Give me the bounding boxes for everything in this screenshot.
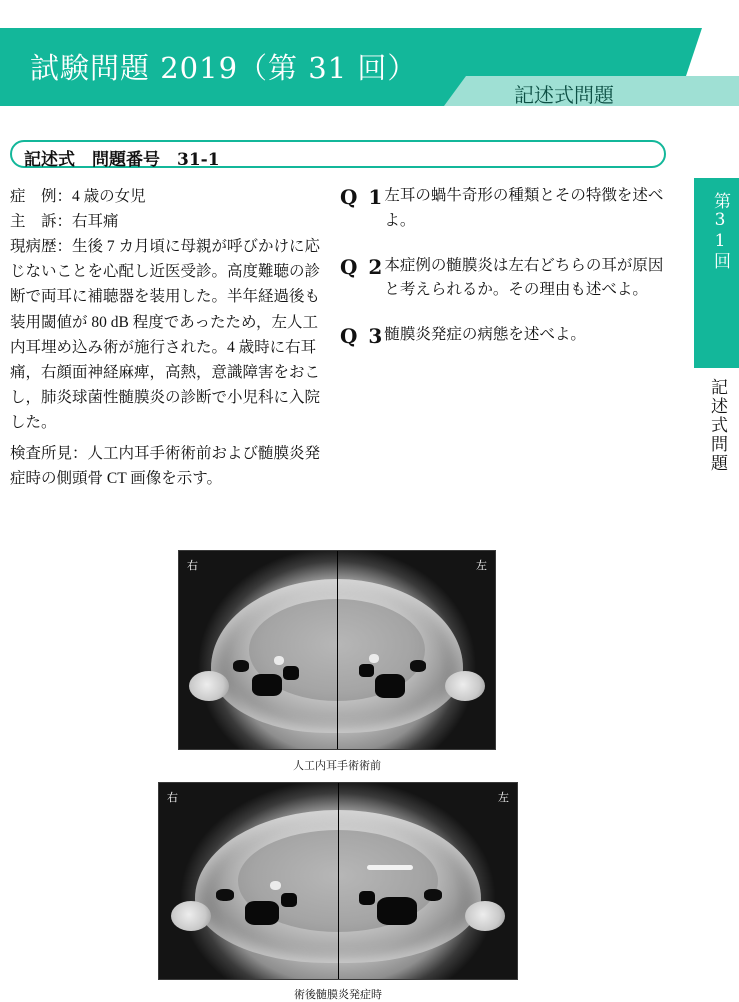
ct-cochlear-implant-electrode xyxy=(367,865,413,870)
ct-ear-canal-left xyxy=(424,889,442,901)
ct-mandible-right xyxy=(171,901,211,931)
question-number: Q 3 xyxy=(340,324,385,349)
ct-middle-ear-right xyxy=(281,893,297,907)
ct-ear-canal-right xyxy=(233,660,249,672)
figure-caption-postop: 術後髄膜炎発症時 xyxy=(294,988,382,1001)
figure-caption-preop: 人工内耳手術術前 xyxy=(293,759,381,772)
case-presentation xyxy=(10,184,330,491)
side-tab-chapter xyxy=(694,178,739,368)
question-number-bar xyxy=(10,140,666,168)
ct-mastoid-air-right xyxy=(245,901,279,925)
case-exam xyxy=(10,441,330,491)
ct-mastoid-air-right xyxy=(252,674,282,696)
header-tag-label: 記述式問題 xyxy=(514,83,614,107)
ct-image-preop xyxy=(178,550,496,750)
header-tag-banner xyxy=(466,76,739,106)
ct-midline-divider xyxy=(338,783,339,979)
question-list xyxy=(340,184,670,370)
ct-middle-ear-left xyxy=(359,891,375,905)
ct-middle-ear-left xyxy=(359,664,374,677)
case-exam-text: 人工内耳手術術前および髄膜炎発症時の側頭骨 CT 画像を示す。 xyxy=(10,445,321,488)
ct-mastoid-air-left xyxy=(377,897,417,925)
case-line: 主 訴：右耳痛 xyxy=(10,213,119,231)
ct-ossicle-right xyxy=(270,881,281,890)
ct-label-left: 左 xyxy=(498,791,509,804)
question-item xyxy=(340,184,670,234)
ct-label-right: 右 xyxy=(187,559,198,572)
case-line: 症 例：4 歳の女児 xyxy=(10,188,146,205)
ct-ossicle-left xyxy=(369,654,379,663)
case-history-text: 生後 7 カ月頃に母親が呼びかけに応じないことを心配し近医受診。高度難聴の診断で両耳に補聴器を装用した。半年経過後も装用閾値が 80 dB 程度であったため，左人工内耳埋め込み術が施行された。4 歳時に右耳痛，右顔面神経麻痺，高熱，意識障害をおこし，肺炎球菌性髄膜炎の診断で小児科に入院した。 xyxy=(10,238,321,431)
ct-ear-canal-right xyxy=(216,889,234,901)
question-text: 髄膜炎発症の病態を述べよ。 xyxy=(384,326,586,344)
ct-label-right: 右 xyxy=(167,791,178,804)
page-title: 試験問題 2019（第 31 回） xyxy=(30,51,418,85)
case-exam-label: 検査所見： xyxy=(10,445,88,463)
ct-label-left: 左 xyxy=(476,559,487,572)
side-tab-section-label: 記述式問題 xyxy=(707,378,727,473)
ct-image-postop xyxy=(158,782,518,980)
ct-ossicle-right xyxy=(274,656,284,665)
ct-middle-ear-right xyxy=(283,666,299,680)
question-item xyxy=(340,254,670,304)
question-item xyxy=(340,323,670,350)
question-number: Q 2 xyxy=(340,254,385,279)
ct-midline-divider xyxy=(337,551,338,749)
question-number: Q 1 xyxy=(340,185,385,209)
ct-mastoid-air-left xyxy=(375,674,405,698)
case-history xyxy=(10,234,330,435)
ct-mandible-left xyxy=(465,901,505,931)
question-number-label: 記述式 問題番号 31-1 xyxy=(24,150,220,170)
question-text: 本症例の髄膜炎は左右どちらの耳が原因と考えられるか。その理由も述べよ。 xyxy=(384,256,664,299)
case-history-label: 現病歴： xyxy=(10,238,73,256)
ct-mandible-left xyxy=(445,671,485,701)
ct-ear-canal-left xyxy=(410,660,426,672)
ct-mandible-right xyxy=(189,671,229,701)
question-text: 左耳の蝸牛奇形の種類とその特徴を述べよ。 xyxy=(384,187,664,229)
side-tab-chapter-number: 第31回 xyxy=(710,192,730,270)
